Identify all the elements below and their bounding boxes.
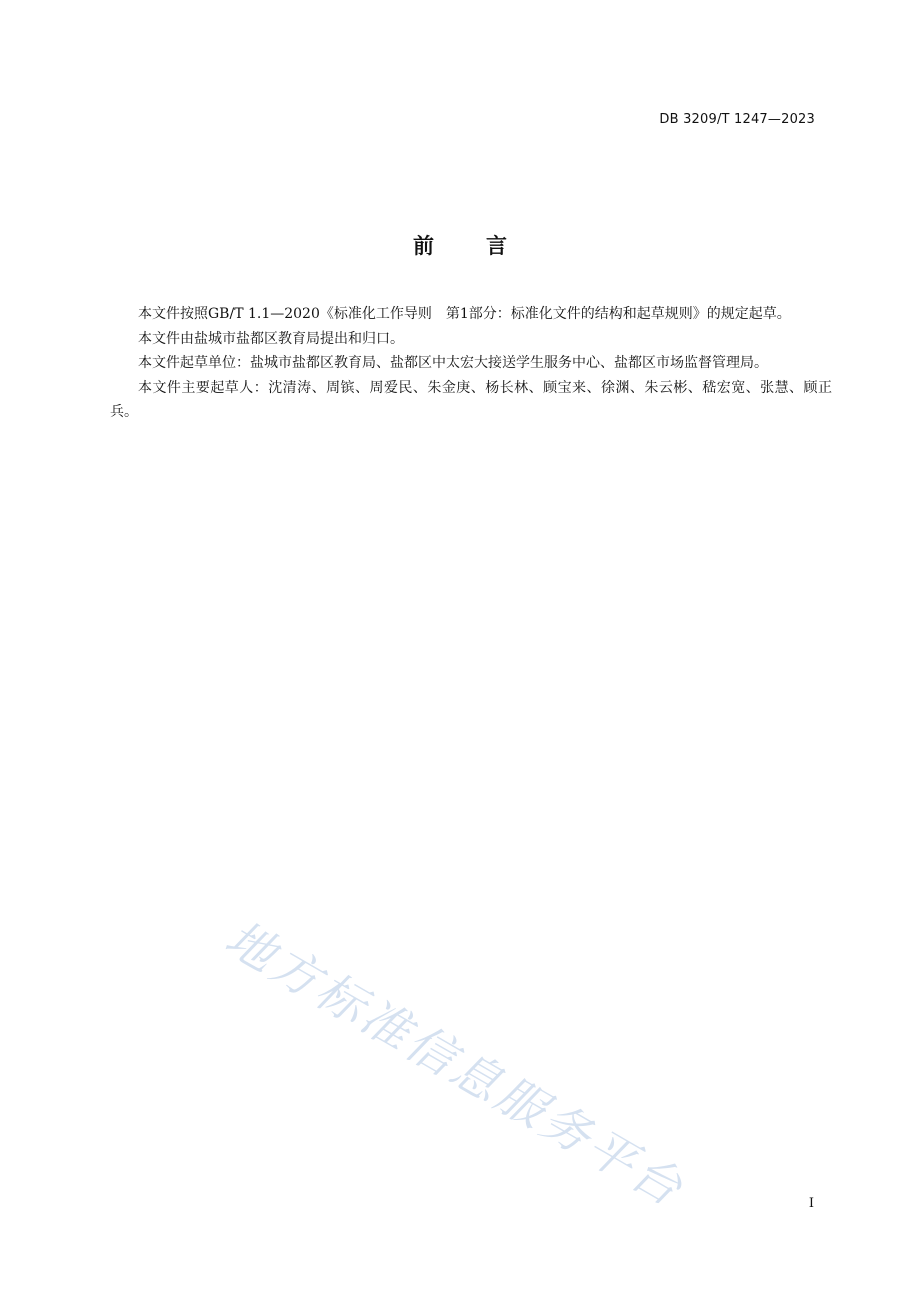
paragraph-drafters: 本文件主要起草人：沈清涛、周镔、周爱民、朱金庚、杨长林、顾宝来、徐渊、朱云彬、嵇宏宽、张慧、顾正兵。 <box>110 379 832 420</box>
document-code: DB 3209/T 1247—2023 <box>659 112 815 127</box>
page-number: I <box>808 1196 814 1211</box>
paragraph-drafting-units: 本文件起草单位：盐城市盐都区教育局、盐都区中太宏大接送学生服务中心、盐都区市场监督管理局。 <box>138 355 768 371</box>
watermark-text: 地方标准信息服务平台 <box>215 910 695 1219</box>
paragraph-proposer: 本文件由盐城市盐都区教育局提出和归口。 <box>138 330 404 347</box>
page-title <box>0 230 920 260</box>
paragraph-drafting-basis: 本文件按照GB/T 1.1—2020《标准化工作导则 第1部分：标准化文件的结构和起草规则》的规定起草。 <box>138 306 791 322</box>
title-char-2: 言 <box>486 234 507 258</box>
title-char-1: 前 <box>413 234 434 258</box>
foreword-body <box>110 302 832 425</box>
